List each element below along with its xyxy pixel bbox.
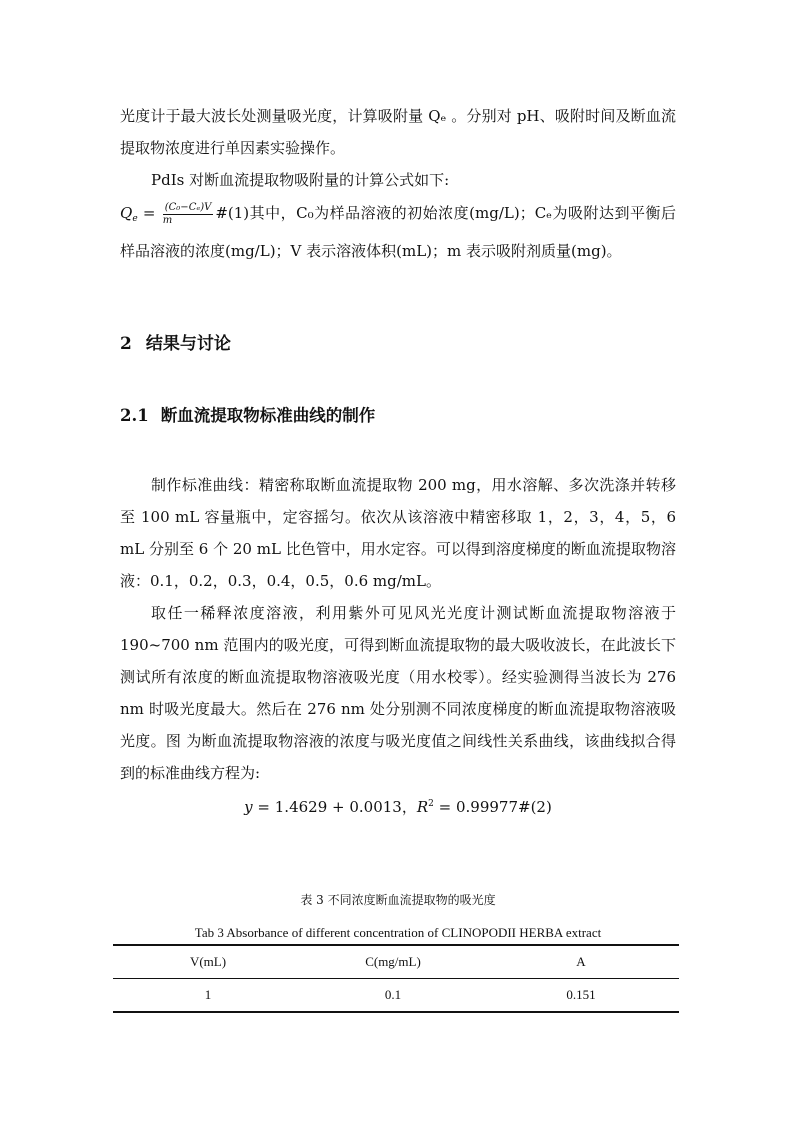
subsection-heading [120, 403, 375, 429]
table-row [113, 979, 679, 1013]
equation-r: R [416, 798, 429, 816]
paragraph-standard-curve-prep: 制作标准曲线：精密称取断血流提取物 200 mg，用水溶解、多次洗涤并转移至 100 mL 容量瓶中，定容摇匀。依次从该溶液中精密移取 1，2，3，4，5，6 mL 分别至 6 个 20 mL 比色管中，用水定容。可以得到溶度梯度的断血流提取物溶液：0.1，0.2，0.3，0.4，0.5，0.6 mg/mL。 [120, 476, 676, 590]
subsection-title: 断血流提取物标准曲线的制作 [160, 406, 376, 425]
table-header-row [113, 945, 679, 979]
formula-definitions-text: 其中，C₀为样品溶液的初始浓度(mg/L)；Cₑ为吸附达到平衡后样品溶液的浓度(mg/L)；V 表示溶液体积(mL)；m 表示吸附剂质量(mg)。 [120, 204, 676, 260]
paragraph-1: 光度计于最大波长处测量吸光度，计算吸附量 Qₑ 。分别对 pH、吸附时间及断血流提取物浓度进行单因素实验操作。 [120, 107, 676, 157]
formula-tag: #(1) [215, 204, 250, 222]
table-cell: 1 [204, 987, 212, 1002]
table-cell: 0.151 [566, 987, 596, 1002]
equation-r-value: = 0.99977#(2) [433, 798, 552, 816]
paragraph-formula-definitions [120, 197, 676, 267]
subsection-number: 2.1 [120, 406, 149, 425]
formula-numerator: (C₀−Cₑ)V [164, 201, 212, 213]
absorbance-table [113, 944, 679, 1013]
equation-r-superscript: 2 [428, 799, 434, 809]
data-table [113, 944, 679, 1013]
table-caption-chinese: 表 3 不同浓度断血流提取物的吸光度 [300, 893, 496, 907]
equation-rhs: = 1.4629 + 0.0013， [252, 798, 417, 816]
formula-denominator: m [162, 214, 173, 226]
table-caption-english: Tab 3 Absorbance of different concentration of CLINOPODII HERBA extract [194, 925, 602, 940]
formula-lhs: $Q_e$ [120, 204, 138, 224]
paragraph-absorbance-method: 取任一稀释浓度溶液，利用紫外可见风光光度计测试断血流提取物溶液于 190~700 nm 范围内的吸光度，可得到断血流提取物的最大吸收波长，在此波长下测试所有浓度的断血流提取物溶液吸光度（用水校零）。经实验测得当波长为 276 nm 时吸光度最大。然后在 276 nm 处分别测不同浓度梯度的断血流提取物溶液吸光度。图 为断血流提取物溶液的浓度与吸光度值之间线性关系曲线，该曲线拟合得到的标准曲线方程为: [120, 604, 676, 782]
section-heading [120, 331, 231, 357]
section-title: 结果与讨论 [145, 334, 231, 354]
paragraph-formula-intro: PdIs 对断血流提取物吸附量的计算公式如下: [151, 171, 450, 189]
table-cell: 0.1 [384, 987, 402, 1002]
column-header: V(mL) [189, 954, 227, 969]
formula-equals: = [137, 204, 161, 222]
column-header: C(mg/mL) [365, 954, 421, 969]
section-number: 2 [120, 334, 132, 354]
equation-2 [120, 790, 676, 821]
column-header: A [576, 954, 586, 969]
formula-fraction [163, 202, 214, 227]
equation-y: y [244, 798, 253, 816]
